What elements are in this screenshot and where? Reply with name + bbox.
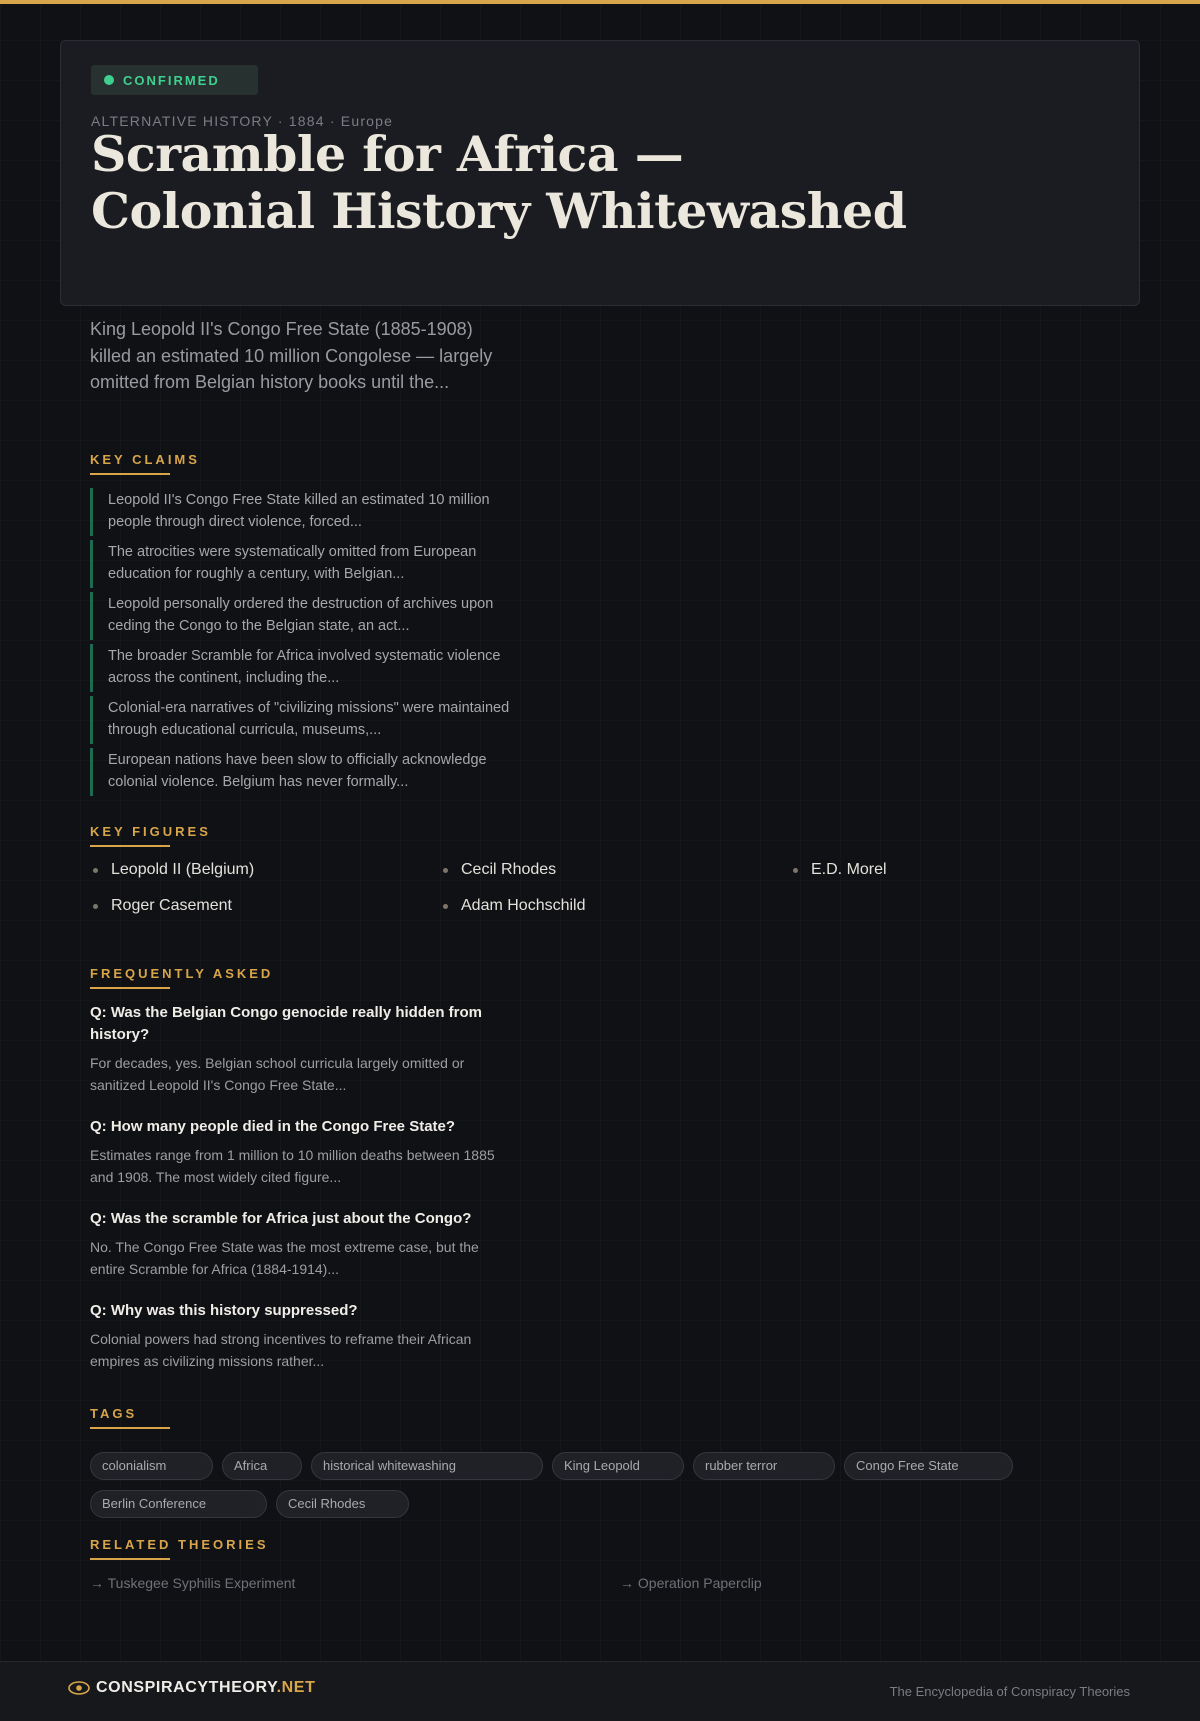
figure-name: Adam Hochschild	[461, 897, 586, 914]
faq-heading: FREQUENTLY ASKED	[90, 966, 274, 981]
status-dot-icon	[104, 75, 114, 85]
tags-heading: TAGS	[90, 1406, 138, 1421]
tag-chip[interactable]: colonialism	[90, 1452, 213, 1480]
faq-item	[90, 1116, 510, 1188]
claim-item: Colonial-era narratives of "civilizing missions" were maintained through educational curricula, museums,...	[90, 696, 520, 744]
faq-answer: Estimates range from 1 million to 10 million deaths between 1885 and 1908. The most widely cited figure...	[90, 1147, 495, 1185]
brand-name	[96, 1679, 315, 1697]
figure-item[interactable]	[443, 861, 556, 879]
tag-chip[interactable]: Congo Free State	[844, 1452, 1013, 1480]
page-title-line-1: Scramble for Africa —	[91, 125, 684, 183]
footer-tagline: The Encyclopedia of Conspiracy Theories	[889, 1684, 1130, 1699]
figure-name: E.D. Morel	[811, 861, 887, 878]
claim-item: The atrocities were systematically omitted from European education for roughly a century, with Belgian...	[90, 540, 520, 588]
claim-item: European nations have been slow to officially acknowledge colonial violence. Belgium has never formally...	[90, 748, 520, 796]
faq-item	[90, 1208, 510, 1280]
status-badge	[91, 65, 258, 95]
related-heading: RELATED THEORIES	[90, 1537, 269, 1552]
article-header	[60, 40, 1140, 306]
bullet-icon	[793, 868, 798, 873]
tag-chip[interactable]: historical whitewashing	[311, 1452, 543, 1480]
related-underline	[90, 1558, 170, 1560]
faq-answer: For decades, yes. Belgian school curricula largely omitted or sanitized Leopold II's Congo Free State...	[90, 1055, 465, 1093]
tag-chip[interactable]: Cecil Rhodes	[276, 1490, 409, 1518]
tag-chip[interactable]: Africa	[222, 1452, 302, 1480]
faq-question: Q: Was the scramble for Africa just about the Congo?	[90, 1210, 472, 1227]
figure-item[interactable]	[443, 897, 586, 915]
key-claims-underline	[90, 473, 170, 475]
site-logo[interactable]	[68, 1679, 315, 1697]
figure-item[interactable]	[93, 897, 232, 915]
faq-underline	[90, 987, 170, 989]
article-summary: King Leopold II's Congo Free State (1885-1908) killed an estimated 10 million Congolese — largely omitted from Belgian history books until the...	[90, 319, 493, 392]
article-meta: ALTERNATIVE HISTORY · 1884 · Europe	[91, 113, 394, 129]
faq-answer: No. The Congo Free State was the most extreme case, but the entire Scramble for Africa (1884-1914)...	[90, 1239, 479, 1277]
related-theory-link[interactable]: → Operation Paperclip	[620, 1575, 762, 1591]
faq-question: Q: How many people died in the Congo Free State?	[90, 1118, 456, 1135]
key-claims-heading: KEY CLAIMS	[90, 452, 200, 467]
tag-chip[interactable]: Berlin Conference	[90, 1490, 267, 1518]
related-theory-link[interactable]: → Tuskegee Syphilis Experiment	[90, 1575, 296, 1591]
figure-item[interactable]	[93, 861, 254, 879]
tag-chip[interactable]: King Leopold	[552, 1452, 684, 1480]
figure-name: Roger Casement	[111, 897, 232, 914]
eye-icon	[68, 1681, 90, 1695]
site-footer	[0, 1661, 1200, 1721]
faq-question: Q: Why was this history suppressed?	[90, 1302, 358, 1319]
key-figures-heading: KEY FIGURES	[90, 824, 211, 839]
figure-name: Cecil Rhodes	[461, 861, 557, 878]
bullet-icon	[93, 868, 98, 873]
key-figures-underline	[90, 845, 170, 847]
figure-item[interactable]	[793, 861, 887, 879]
page-title-line-2: Colonial History Whitewashed	[91, 182, 907, 240]
faq-item	[90, 1300, 510, 1372]
status-label: CONFIRMED	[123, 72, 220, 88]
faq-answer: Colonial powers had strong incentives to reframe their African empires as civilizing missions rather...	[90, 1331, 472, 1369]
brand-tld: .NET	[276, 1679, 316, 1696]
faq-question: Q: Was the Belgian Congo genocide really hidden from history?	[90, 1004, 482, 1043]
page-title	[91, 126, 991, 240]
claim-item: Leopold personally ordered the destruction of archives upon ceding the Congo to the Belgian state, an act...	[90, 592, 520, 640]
top-accent-bar	[0, 0, 1200, 4]
key-claims-list	[90, 488, 520, 800]
bullet-icon	[93, 904, 98, 909]
tag-chip[interactable]: rubber terror	[693, 1452, 835, 1480]
tags-underline	[90, 1427, 170, 1429]
bullet-icon	[443, 868, 448, 873]
figure-name: Leopold II (Belgium)	[111, 861, 255, 878]
brand-name-main: CONSPIRACYTHEORY	[96, 1679, 277, 1696]
claim-item: The broader Scramble for Africa involved systematic violence across the continent, including the...	[90, 644, 520, 692]
bullet-icon	[443, 904, 448, 909]
claim-item: Leopold II's Congo Free State killed an estimated 10 million people through direct violence, forced...	[90, 488, 520, 536]
faq-item	[90, 1002, 510, 1096]
